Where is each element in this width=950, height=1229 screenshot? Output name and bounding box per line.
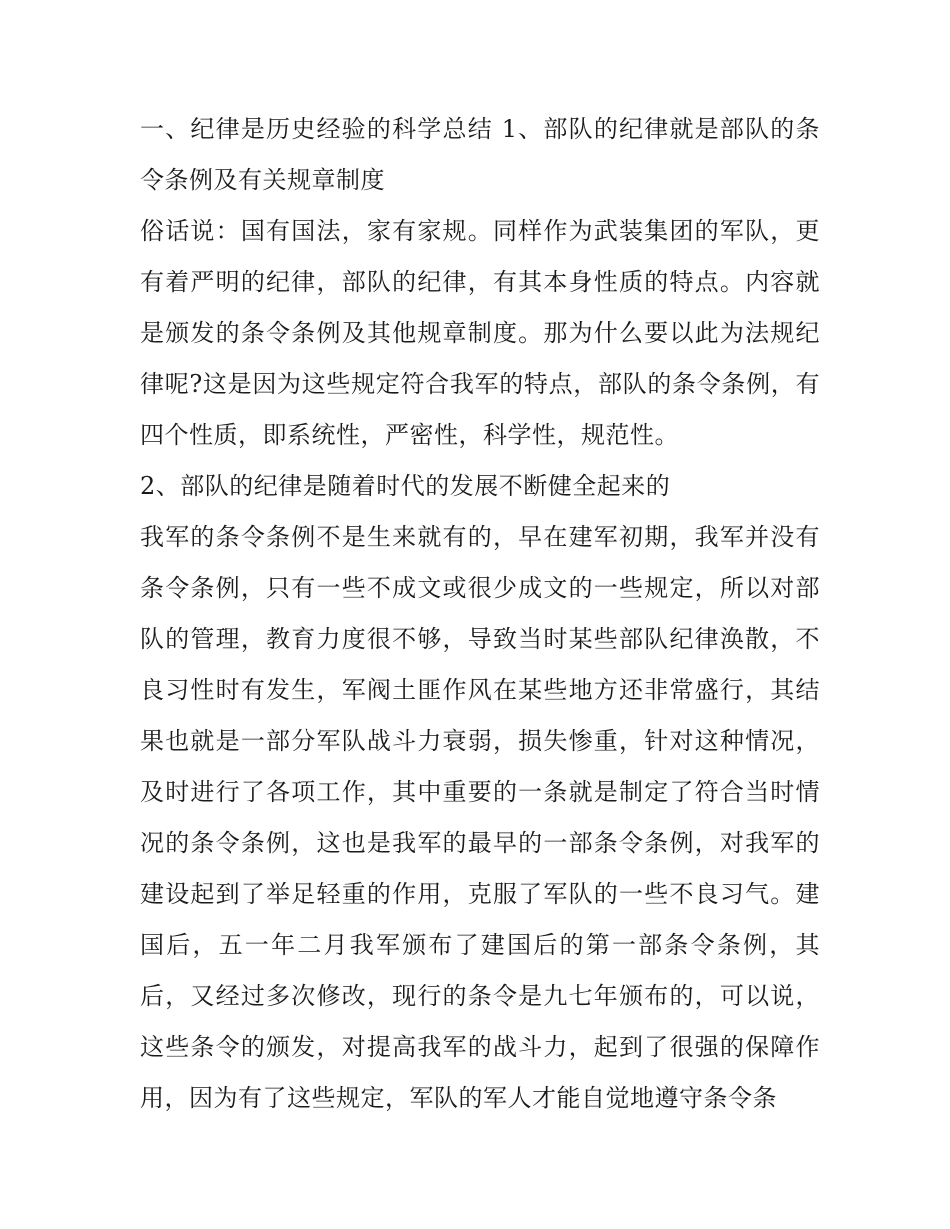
body-paragraph-2: 我军的条令条例不是生来就有的，早在建军初期，我军并没有条令条例，只有一些不成文或很少成文的一些规定，所以对部队的管理，教育力度很不够，导致当时某些部队纪律涣散，不良习性时有发生，军阀土匪作风在某些地方还非常盛行，其结果也就是一部分军队战斗力衰弱，损失惨重，针对这种情况，及时进行了各项工作，其中重要的一条就是制定了符合当时情况的条令条例，这也是我军的最早的一部条令条例，对我军的建设起到了举足轻重的作用，克服了军队的一些不良习气。建国后，五一年二月我军颁布了建国后的第一部条令条例，其后，又经过多次修改，现行的条令是九七年颁布的，可以说，这些条令的颁发，对提高我军的战斗力，起到了很强的保障作用，因为有了这些规定，军队的军人才能自觉地遵守条令条 bbox=[140, 523, 820, 1112]
section-heading-1: 一、纪律是历史经验的科学总结 1、部队的纪律就是部队的条令条例及有关规章制度 bbox=[140, 115, 820, 194]
body-paragraph-1: 俗话说：国有国法，家有家规。同样作为武装集团的军队，更有着严明的纪律，部队的纪律，有其本身性质的特点。内容就是颁发的条令条例及其他规章制度。那为什么要以此为法规纪律呢?这是因为这些规定符合我军的特点，部队的条令条例，有四个性质，即系统性，严密性，科学性，规范性。 bbox=[140, 217, 820, 449]
document-body bbox=[140, 104, 820, 1124]
section-heading-2: 2、部队的纪律是随着时代的发展不断健全起来的 bbox=[140, 472, 671, 500]
